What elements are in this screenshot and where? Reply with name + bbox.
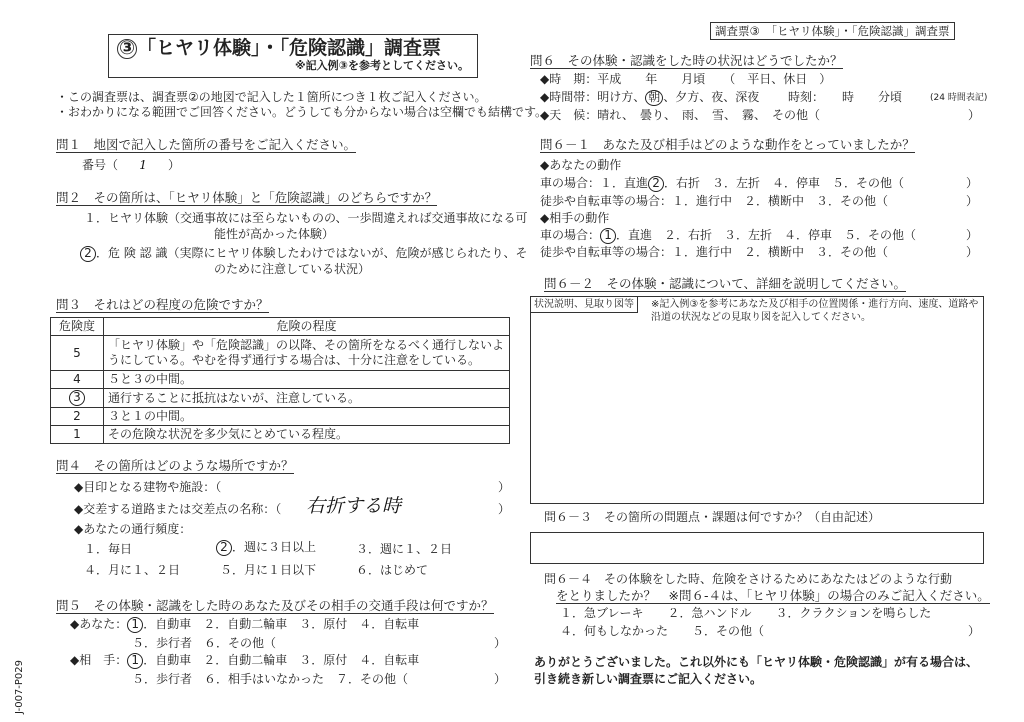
q6-band-post: 、夕方、夜、深夜 [663,90,760,104]
q5-other-options: ．自動車 ２．自動二輪車 ３．原付 ４．自転車 [143,653,420,667]
q1-number-close: ） [168,158,181,172]
risk-description: その危険な状況を多少気にとめている程度。 [104,426,510,444]
q2-option-2-text: ．危 険 認 識（実際にヒヤリ体験したわけではないが、危険が感じられたり、そ [96,246,528,260]
q6-1-other-walk[interactable]: 徒歩や自転車等の場合：１．進行中 ２．横断中 ３．その他（ [540,245,889,259]
q6-period[interactable]: ◆時 期：平成 年 月頃 （ 平日、休日 ） [540,72,832,86]
risk-description: ５と３の中間。 [104,371,510,389]
table-row[interactable] [51,408,510,426]
q4-frequency-label: ◆あなたの通行頻度： [74,522,192,536]
question-6-2-title: 問６－２ その体験・認識について、詳細を説明してください。 [544,276,907,291]
q4-freq-option-2-text: ．週に３日以上 [232,540,317,554]
q6-1-other-car-close: ） [966,228,979,242]
question-1-title: 問１ 地図で記入した箇所の番号をご記入ください。 [56,137,357,152]
freq-selected-circle: 2 [216,540,232,556]
risk-description: 通行することに抵抗はないが、注意している。 [104,389,510,408]
q5-other-selected-circle: 1 [127,653,143,669]
q6-1-other-car[interactable] [540,228,916,244]
q6-1-you-car-prefix: 車の場合：１．直進 [540,176,649,190]
risk-level-selected [51,389,104,408]
q6-1-you-car-close: ） [966,176,979,190]
q4-freq-option-5[interactable]: ５．月に１日以下 [220,563,317,577]
thanks-line-1: ありがとうございました。これ以外にも「ヒヤリ体験・危険認識」が有る場合は、 [534,655,979,669]
q2-option-1-cont: 能性が高かった体験） [214,227,335,241]
q6-4-options-1[interactable]: １．急ブレーキ ２．急ハンドル ３．クラクションを鳴らした [560,606,932,620]
q6-weather-close: ） [968,108,981,122]
document-code: J-007-P029 [14,659,25,714]
q6-time-of-day[interactable]: 時刻： 時 分頃 [788,90,903,104]
q6-4-options-2[interactable]: ４．何もしなかった ５．その他（ [560,624,765,638]
q1-number-field[interactable] [82,158,180,173]
right-page [520,0,1024,722]
table-row[interactable] [51,336,510,371]
question-5-title: 問５ その体験・認識をした時のあなた及びその相手の交通手段は何ですか？ [56,598,494,613]
form-title [117,37,441,59]
q5-you-close: ） [494,636,507,650]
q6-2-box-label: 状況説明、見取り図等 [531,297,638,313]
q5-other-row[interactable] [70,653,419,669]
q4-road-handwritten: 右折する時 [306,495,402,517]
risk-selected-circle: 3 [69,390,85,406]
q5-you-options: ．自動車 ２．自動二輪車 ３．原付 ４．自転車 [143,617,420,631]
q2-option-1[interactable]: １．ヒヤリ体験（交通事故には至らないものの、一歩間違えれば交通事故になる可 [84,211,528,225]
header-level: 危険度 [51,318,104,336]
q6-1-you-car-options: ．右折 ３．左折 ４．停車 ５．その他（ [664,176,905,190]
q6-2-box-note: ※記入例③を参考にあなた及び相手の位置関係・進行方向、速度、道路や沿道の状況などの見取り図を記入してください。 [651,299,979,323]
intro-line-2: ・おわかりになる範囲でご回答ください。どうしても分からない場合は空欄でも結構です。 [56,105,548,119]
risk-level-table [50,317,510,444]
q2-selected-circle: 2 [80,246,96,262]
risk-level: 2 [51,408,104,426]
q6-band-selected-circle: 朝 [645,90,663,106]
q6-1-other-car-prefix: 車の場合： [540,228,601,242]
q6-time-note: (24 時間表記) [930,93,988,103]
form-title-text: 「ヒヤリ体験」・「危険認識」調査票 [137,37,442,59]
q4-freq-option-3[interactable]: ３．週に１、２日 [356,542,453,556]
q6-4-options-close: ） [968,624,981,638]
q6-1-you-selected-circle: 2 [648,176,664,192]
table-row[interactable] [51,389,510,408]
q4-landmark-close: ） [498,480,511,494]
q5-you-row-2[interactable]: ５．歩行者 ６．その他（ [132,636,277,650]
risk-description: ３と１の中間。 [104,408,510,426]
q6-1-other-selected-circle: 1 [600,228,616,244]
q6-band-prefix: ◆時間帯：明け方、 [540,90,646,104]
q4-freq-option-4[interactable]: ４．月に１、２日 [84,563,181,577]
intro-line-1: ・この調査票は、調査票②の地図で記入した１箇所につき１枚ご記入ください。 [56,90,487,104]
question-6-4-title-2: をとりましたか？ ※問６-４は、「ヒヤリ体験」の場合のみご記入ください。 [556,588,990,603]
thanks-line-2: 引き続き新しい調査票にご記入ください。 [534,672,763,686]
q6-weather[interactable]: ◆天 候：晴れ、 曇り、 雨、 雪、 霧、 その他（ [540,108,820,122]
q2-option-2[interactable] [80,246,527,262]
q6-1-you-walk-close: ） [966,194,979,208]
q5-you-selected-circle: 1 [127,617,143,633]
q5-you-label: ◆あなた： [70,617,128,631]
question-2-title: 問２ その箇所は、「ヒヤリ体験」と「危険認識」のどちらですか？ [56,190,438,205]
q2-option-2-cont: のために注意している状況） [214,262,371,276]
title-box [108,34,478,78]
q5-other-label: ◆相 手： [70,653,128,667]
q1-number-value: 1 [139,158,147,172]
question-6-3-title: 問６－３ その箇所の問題点・課題は何ですか？（自由記述） [544,510,881,524]
question-6-1-title: 問６－１ あなた及び相手はどのような動作をとっていましたか？ [540,137,915,152]
risk-level: 5 [51,336,104,371]
question-6-4-title: 問６－４ その体験をした時、危険をさけるためにあなたはどのような行動 [544,572,953,586]
q6-1-you-car[interactable] [540,176,904,192]
q4-freq-option-1[interactable]: １．毎日 [84,542,133,556]
question-3-title: 問３ それはどの程度の危険ですか？ [56,297,269,312]
right-header: 調査票③ 「ヒヤリ体験」・「危険認識」調査票 [710,22,955,40]
q4-freq-option-6[interactable]: ６．はじめて [356,563,429,577]
table-row[interactable] [51,371,510,389]
q6-1-you-walk[interactable]: 徒歩や自転車等の場合：１．進行中 ２．横断中 ３．その他（ [540,194,889,208]
q1-number-label: 番号（ [82,158,119,172]
q6-1-other-walk-close: ） [966,245,979,259]
question-6-title: 問６ その体験・認識をした時の状況はどうでしたか？ [530,53,843,68]
table-header [51,318,510,336]
risk-level: 1 [51,426,104,444]
q5-other-row-2[interactable]: ５．歩行者 ６．相手はいなかった ７．その他（ [132,672,409,686]
risk-level: 4 [51,371,104,389]
q6-1-other-car-options: ．直進 ２．右折 ３．左折 ４．停車 ５．その他（ [616,228,917,242]
q6-3-answer-box[interactable] [530,532,984,564]
table-row[interactable] [51,426,510,444]
q6-1-other-heading: ◆相手の動作 [540,211,610,225]
form-subtitle: ※記入例③を参考としてください。 [294,59,469,72]
q4-road-field[interactable]: ◆交差する道路または交差点の名称：（ [74,502,282,516]
q5-you-row[interactable] [70,617,419,633]
q4-freq-option-2[interactable] [216,540,316,556]
q6-time-band[interactable] [540,90,759,106]
risk-description: 「ヒヤリ体験」や「危険認識」の以降、その箇所をなるべく通行しないようにしている。やむを得ず通行する場合は、十分に注意をしている。 [104,336,510,371]
q6-2-drawing-box[interactable] [530,296,984,504]
q4-road-close: ） [498,502,511,516]
title-number: ③ [118,37,136,59]
q6-1-you-heading: ◆あなたの動作 [540,158,622,172]
header-description: 危険の程度 [104,318,510,336]
question-4-title: 問４ その箇所はどのような場所ですか？ [56,458,294,473]
q5-other-close: ） [494,672,507,686]
q4-landmark-field[interactable]: ◆目印となる建物や施設：（ [74,480,222,494]
